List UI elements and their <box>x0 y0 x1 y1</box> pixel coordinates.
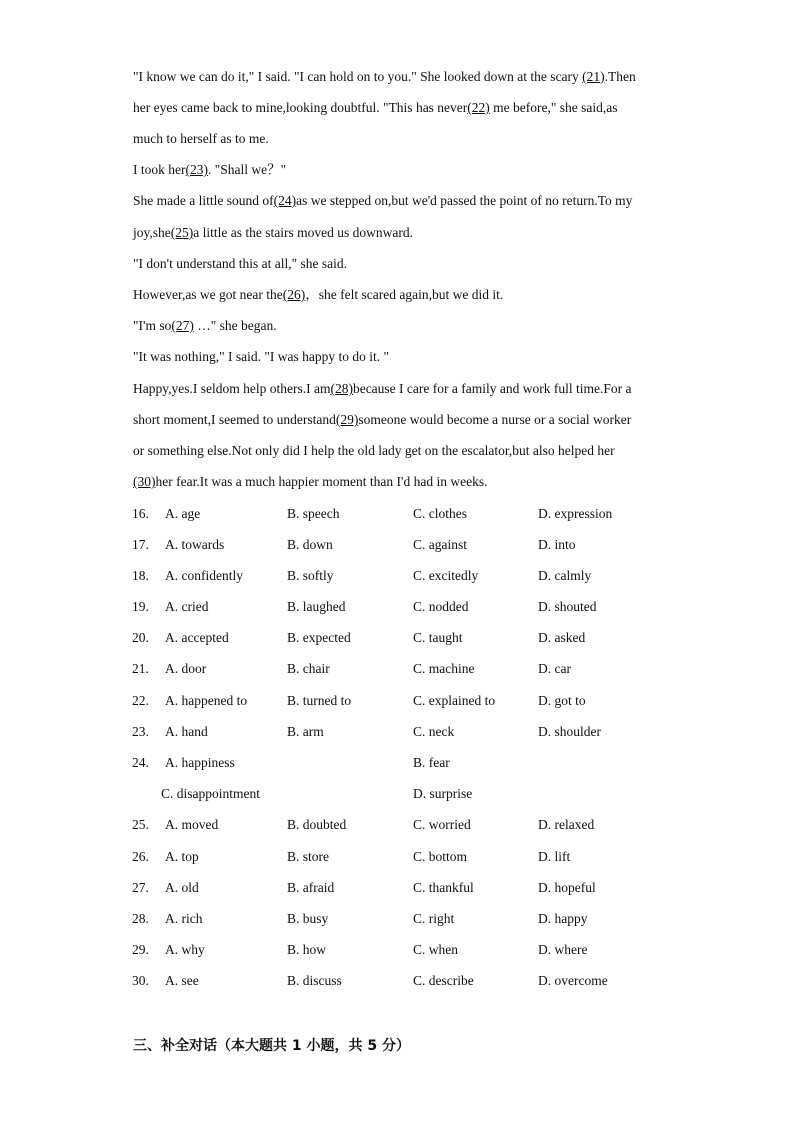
text: However,as we got near the <box>133 287 283 302</box>
blank-22: (22) <box>467 100 490 115</box>
option-a[interactable]: A. cried <box>165 599 209 614</box>
passage-line <box>133 473 487 491</box>
option-d[interactable]: D. asked <box>538 630 586 645</box>
question-number: 16. <box>132 506 149 521</box>
passage-line <box>133 317 277 335</box>
option-c[interactable]: C. taught <box>413 630 463 645</box>
option-c[interactable]: C. when <box>413 942 458 957</box>
question-number: 24. <box>132 755 149 770</box>
option-b[interactable]: B. fear <box>413 755 450 770</box>
text: ，she felt scared again,but we did it. <box>305 287 504 302</box>
section-heading: 三、补全对话（本大题共 1 小题，共 5 分） <box>133 1038 410 1054</box>
blank-30: (30) <box>133 474 156 489</box>
option-b[interactable]: B. doubted <box>287 817 347 832</box>
option-b[interactable]: B. busy <box>287 911 329 926</box>
blank-26: (26) <box>282 287 306 302</box>
option-a[interactable]: A. towards <box>165 537 225 552</box>
option-a[interactable]: A. happiness <box>165 755 235 770</box>
option-d[interactable]: D. surprise <box>413 786 473 801</box>
option-c[interactable]: C. neck <box>413 724 455 739</box>
text: me before," she said,as <box>489 100 618 115</box>
option-d[interactable]: D. calmly <box>538 568 592 583</box>
passage-line <box>133 130 269 148</box>
passage-line <box>133 348 389 366</box>
blank-29: (29) <box>335 412 359 427</box>
option-d[interactable]: D. car <box>538 661 571 676</box>
passage-line <box>133 380 631 398</box>
text: .Then <box>604 69 636 84</box>
option-b[interactable]: B. expected <box>287 630 351 645</box>
option-c[interactable]: C. excitedly <box>413 568 479 583</box>
passage-line <box>133 68 636 86</box>
option-b[interactable]: B. speech <box>287 506 340 521</box>
blank-23: (23) <box>185 162 208 177</box>
question-number: 30. <box>132 973 149 988</box>
option-c[interactable]: C. machine <box>413 661 475 676</box>
option-d[interactable]: D. shouted <box>538 599 597 614</box>
question-number: 28. <box>132 911 149 926</box>
option-b[interactable]: B. softly <box>287 568 334 583</box>
question-number: 18. <box>132 568 149 583</box>
text: as we stepped on,but we'd passed the point of no return.To my <box>296 193 633 208</box>
option-a[interactable]: A. rich <box>165 911 203 926</box>
text: her eyes came back to mine,looking doubtful. "This has never <box>133 100 468 115</box>
text: short moment,I seemed to understand <box>133 412 336 427</box>
option-b[interactable]: B. afraid <box>287 880 335 895</box>
passage-line <box>133 161 286 179</box>
option-b[interactable]: B. laughed <box>287 599 346 614</box>
text: her fear.It was a much happier moment than I'd had in weeks. <box>155 474 488 489</box>
option-d[interactable]: D. into <box>538 537 576 552</box>
passage-line <box>133 192 632 210</box>
option-c[interactable]: C. thankful <box>413 880 474 895</box>
blank-25: (25) <box>170 225 194 240</box>
option-d[interactable]: D. lift <box>538 849 571 864</box>
question-number: 23. <box>132 724 149 739</box>
option-d[interactable]: D. overcome <box>538 973 608 988</box>
text: She made a little sound of <box>133 193 274 208</box>
option-a[interactable]: A. accepted <box>165 630 229 645</box>
option-c[interactable]: C. right <box>413 911 455 926</box>
option-a[interactable]: A. see <box>165 973 199 988</box>
text: "I don't understand this at all," she said. <box>133 256 348 271</box>
option-b[interactable]: B. chair <box>287 661 330 676</box>
option-b[interactable]: B. arm <box>287 724 324 739</box>
option-a[interactable]: A. why <box>165 942 205 957</box>
question-number: 25. <box>132 817 149 832</box>
option-d[interactable]: D. where <box>538 942 588 957</box>
text: …" she began. <box>193 318 277 333</box>
text: "It was nothing," I said. "I was happy to do it. " <box>133 349 390 364</box>
option-d[interactable]: D. relaxed <box>538 817 595 832</box>
question-number: 19. <box>132 599 149 614</box>
option-c[interactable]: C. worried <box>413 817 471 832</box>
text: "I know we can do it," I said. "I can hold on to you." She looked down at the scary <box>133 69 583 84</box>
question-number: 27. <box>132 880 149 895</box>
text: joy,she <box>133 225 171 240</box>
option-c[interactable]: C. clothes <box>413 506 467 521</box>
option-a[interactable]: A. door <box>165 661 207 676</box>
option-a[interactable]: A. happened to <box>165 693 248 708</box>
question-number: 29. <box>132 942 149 957</box>
option-c[interactable]: C. explained to <box>413 693 496 708</box>
question-number: 21. <box>132 661 149 676</box>
option-d[interactable]: D. expression <box>538 506 613 521</box>
option-b[interactable]: B. store <box>287 849 329 864</box>
question-number: 17. <box>132 537 149 552</box>
option-b[interactable]: B. discuss <box>287 973 342 988</box>
passage-line <box>133 442 615 460</box>
text: "I'm so <box>133 318 172 333</box>
option-c[interactable]: C. describe <box>413 973 474 988</box>
option-a[interactable]: A. moved <box>165 817 219 832</box>
option-a[interactable]: A. hand <box>165 724 208 739</box>
blank-24: (24) <box>273 193 297 208</box>
blank-27: (27) <box>171 318 194 333</box>
option-a[interactable]: A. confidently <box>165 568 243 583</box>
text: or something else.Not only did I help the old lady get on the escalator,but also helped her <box>133 443 615 458</box>
passage-line <box>133 99 618 117</box>
option-c[interactable]: C. disappointment <box>161 786 260 801</box>
question-number: 20. <box>132 630 149 645</box>
option-d[interactable]: D. happy <box>538 911 588 926</box>
option-a[interactable]: A. age <box>165 506 201 521</box>
text: someone would become a nurse or a social worker <box>358 412 632 427</box>
option-d[interactable]: D. hopeful <box>538 880 596 895</box>
text: . "Shall we？" <box>207 162 287 177</box>
text: a little as the stairs moved us downward. <box>193 225 413 240</box>
passage-line <box>133 255 347 273</box>
option-c[interactable]: C. nodded <box>413 599 469 614</box>
option-c[interactable]: C. against <box>413 537 467 552</box>
passage-line <box>133 224 413 242</box>
text: because I care for a family and work full time.For a <box>352 381 632 396</box>
text: Happy,yes.I seldom help others.I am <box>133 381 331 396</box>
question-number: 22. <box>132 693 149 708</box>
option-a[interactable]: A. old <box>165 880 199 895</box>
text: I took her <box>133 162 186 177</box>
blank-21: (21) <box>582 69 605 84</box>
passage-line <box>133 286 503 304</box>
question-number: 26. <box>132 849 149 864</box>
option-d[interactable]: D. got to <box>538 693 586 708</box>
blank-28: (28) <box>330 381 353 396</box>
option-b[interactable]: B. turned to <box>287 693 352 708</box>
passage-line <box>133 411 631 429</box>
option-b[interactable]: B. down <box>287 537 333 552</box>
option-d[interactable]: D. shoulder <box>538 724 601 739</box>
option-c[interactable]: C. bottom <box>413 849 468 864</box>
option-b[interactable]: B. how <box>287 942 327 957</box>
option-a[interactable]: A. top <box>165 849 199 864</box>
text: much to herself as to me. <box>133 131 269 146</box>
